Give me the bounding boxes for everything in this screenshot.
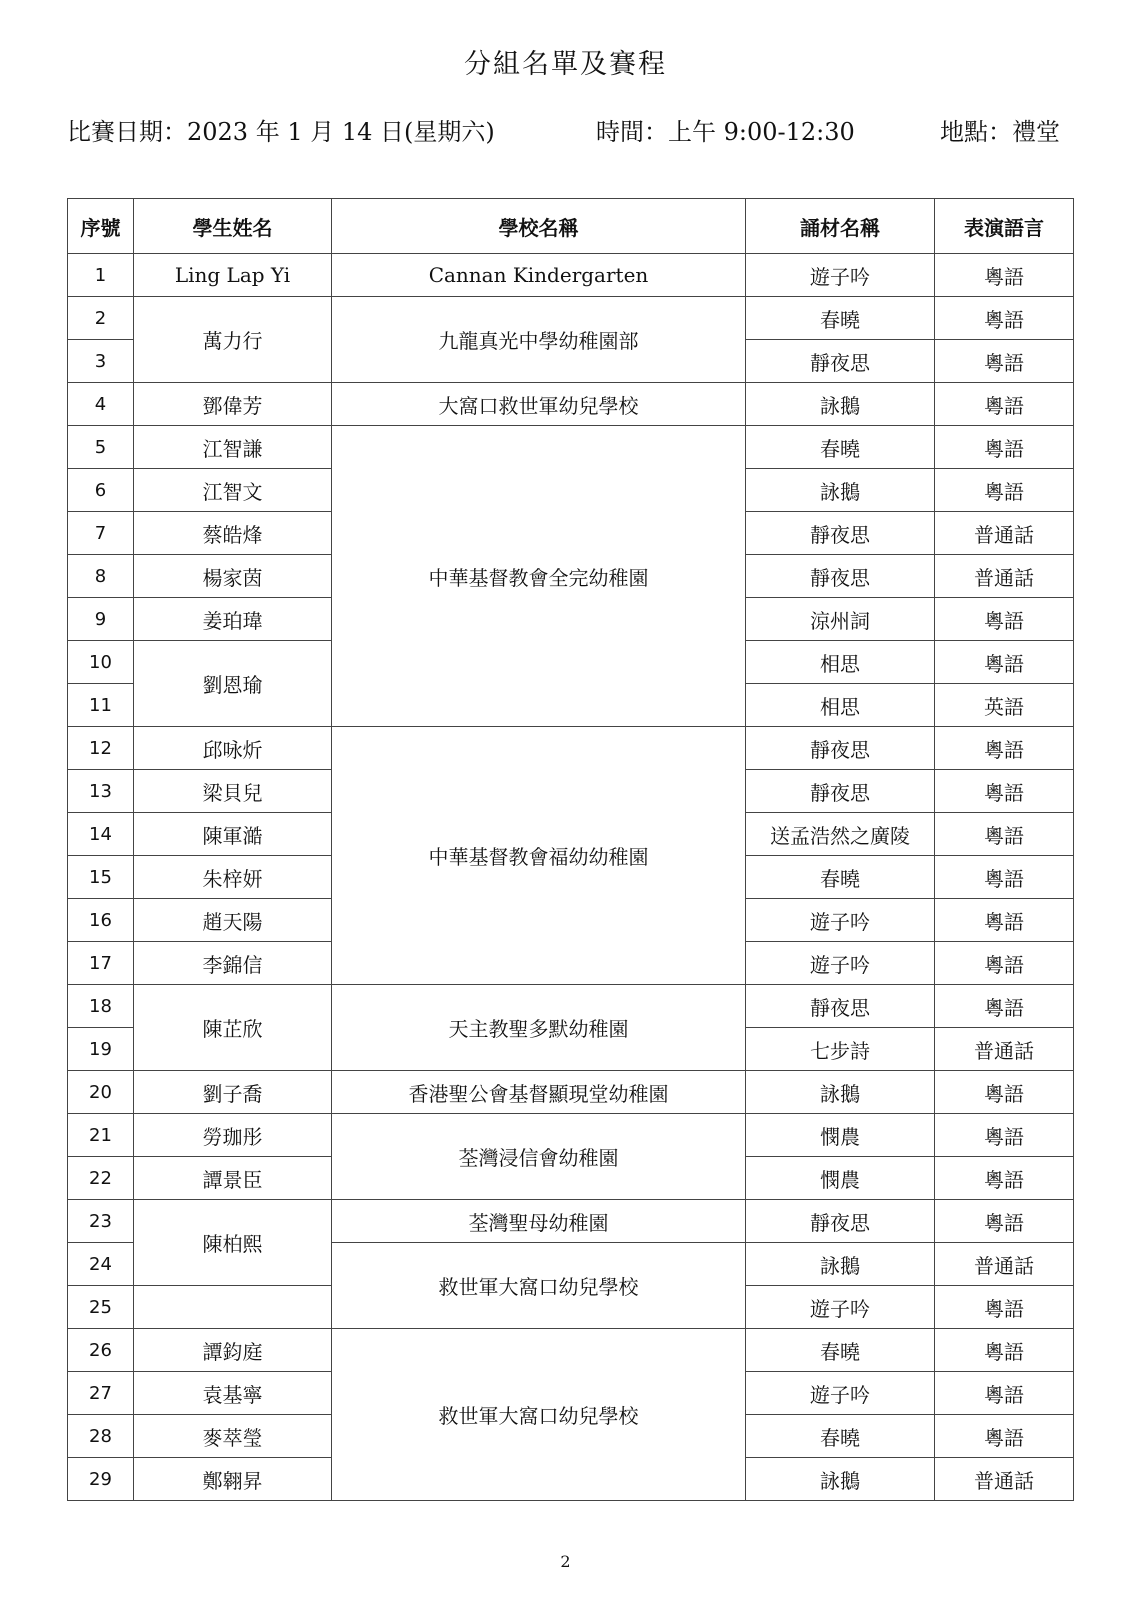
performance-language: 粵語: [935, 1415, 1074, 1458]
row-number: 18: [68, 985, 134, 1028]
student-name: 譚鈞庭: [134, 1329, 332, 1372]
piece-name: 靜夜思: [746, 770, 935, 813]
performance-language: 粵語: [935, 1114, 1074, 1157]
piece-name: 靜夜思: [746, 512, 935, 555]
piece-name: 靜夜思: [746, 985, 935, 1028]
piece-name: 送孟浩然之廣陵: [746, 813, 935, 856]
school-name: 荃灣聖母幼稚園: [332, 1200, 746, 1243]
piece-name: 遊子吟: [746, 942, 935, 985]
student-name: 朱梓妍: [134, 856, 332, 899]
performance-language: 粵語: [935, 598, 1074, 641]
table-row: [68, 383, 1074, 426]
school-name: 救世軍大窩口幼兒學校: [332, 1243, 746, 1329]
row-number: 19: [68, 1028, 134, 1071]
row-number: 11: [68, 684, 134, 727]
student-name: 劉子喬: [134, 1071, 332, 1114]
performance-language: 粵語: [935, 641, 1074, 684]
schedule-table: [67, 198, 1074, 1501]
row-number: 17: [68, 942, 134, 985]
school-name: 中華基督教會福幼幼稚園: [332, 727, 746, 985]
student-name: 勞珈彤: [134, 1114, 332, 1157]
performance-language: 粵語: [935, 899, 1074, 942]
school-name: 天主教聖多默幼稚園: [332, 985, 746, 1071]
piece-name: 靜夜思: [746, 1200, 935, 1243]
row-number: 23: [68, 1200, 134, 1243]
row-number: 13: [68, 770, 134, 813]
piece-name: 靜夜思: [746, 340, 935, 383]
row-number: 15: [68, 856, 134, 899]
student-name: 楊家茵: [134, 555, 332, 598]
row-number: 29: [68, 1458, 134, 1501]
performance-language: 普通話: [935, 512, 1074, 555]
school-name: 荃灣浸信會幼稚園: [332, 1114, 746, 1200]
piece-name: 靜夜思: [746, 727, 935, 770]
table-row: [68, 727, 1074, 770]
performance-language: 粵語: [935, 1200, 1074, 1243]
header-piece-name: 誦材名稱: [746, 199, 935, 254]
piece-name: 春曉: [746, 1415, 935, 1458]
table-header-row: [68, 199, 1074, 254]
performance-language: 粵語: [935, 727, 1074, 770]
row-number: 2: [68, 297, 134, 340]
row-number: 24: [68, 1243, 134, 1286]
student-name: 麥萃瑩: [134, 1415, 332, 1458]
row-number: 22: [68, 1157, 134, 1200]
table-row: [68, 426, 1074, 469]
page-number: 2: [560, 1552, 571, 1571]
performance-language: 粵語: [935, 1157, 1074, 1200]
table-row: [68, 1071, 1074, 1114]
student-name: 趙天陽: [134, 899, 332, 942]
piece-name: 詠鵝: [746, 469, 935, 512]
row-number: 21: [68, 1114, 134, 1157]
table-row: [68, 985, 1074, 1028]
row-number: 27: [68, 1372, 134, 1415]
table-row: [68, 297, 1074, 340]
student-name: 萬力行: [134, 297, 332, 383]
performance-language: 粵語: [935, 770, 1074, 813]
header-school-name: 學校名稱: [332, 199, 746, 254]
row-number: 3: [68, 340, 134, 383]
competition-date: 比賽日期：2023 年 1 月 14 日(星期六): [67, 118, 495, 146]
row-number: 8: [68, 555, 134, 598]
row-number: 28: [68, 1415, 134, 1458]
student-name: 江智謙: [134, 426, 332, 469]
performance-language: 粵語: [935, 856, 1074, 899]
performance-language: 粵語: [935, 340, 1074, 383]
student-name: 鄭翱昇: [134, 1458, 332, 1501]
row-number: 9: [68, 598, 134, 641]
performance-language: 普通話: [935, 1458, 1074, 1501]
row-number: 14: [68, 813, 134, 856]
student-name: 陳柏熙: [134, 1200, 332, 1286]
performance-language: 粵語: [935, 985, 1074, 1028]
student-name: 姜珀瑋: [134, 598, 332, 641]
competition-time: 時間：上午 9:00-12:30: [596, 118, 855, 146]
piece-name: 靜夜思: [746, 555, 935, 598]
school-name: 救世軍大窩口幼兒學校: [332, 1329, 746, 1501]
piece-name: 詠鵝: [746, 1458, 935, 1501]
student-name: 鄧偉芳: [134, 383, 332, 426]
student-name: 譚景臣: [134, 1157, 332, 1200]
performance-language: 粵語: [935, 254, 1074, 297]
row-number: 12: [68, 727, 134, 770]
student-name: 劉恩瑜: [134, 641, 332, 727]
performance-language: 普通話: [935, 1243, 1074, 1286]
performance-language: 粵語: [935, 297, 1074, 340]
row-number: 6: [68, 469, 134, 512]
student-name: 蔡皓烽: [134, 512, 332, 555]
table-row: [68, 254, 1074, 297]
piece-name: 詠鵝: [746, 383, 935, 426]
row-number: 25: [68, 1286, 134, 1329]
school-name: Cannan Kindergarten: [332, 254, 746, 297]
row-number: 7: [68, 512, 134, 555]
performance-language: 普通話: [935, 555, 1074, 598]
student-name: 袁基寧: [134, 1372, 332, 1415]
school-name: 九龍真光中學幼稚園部: [332, 297, 746, 383]
header-language: 表演語言: [935, 199, 1074, 254]
table-row: [68, 1200, 1074, 1243]
piece-name: 詠鵝: [746, 1071, 935, 1114]
student-name: Ling Lap Yi: [134, 254, 332, 297]
piece-name: 遊子吟: [746, 1286, 935, 1329]
piece-name: 遊子吟: [746, 899, 935, 942]
row-number: 10: [68, 641, 134, 684]
piece-name: 遊子吟: [746, 1372, 935, 1415]
row-number: 20: [68, 1071, 134, 1114]
row-number: 4: [68, 383, 134, 426]
row-number: 5: [68, 426, 134, 469]
student-name: [134, 1286, 332, 1329]
student-name: 陳芷欣: [134, 985, 332, 1071]
piece-name: 春曉: [746, 1329, 935, 1372]
competition-venue: 地點：禮堂: [940, 118, 1060, 146]
student-name: 陳軍澔: [134, 813, 332, 856]
header-student-name: 學生姓名: [134, 199, 332, 254]
row-number: 1: [68, 254, 134, 297]
performance-language: 粵語: [935, 1286, 1074, 1329]
performance-language: 粵語: [935, 1071, 1074, 1114]
performance-language: 普通話: [935, 1028, 1074, 1071]
piece-name: 春曉: [746, 856, 935, 899]
table-row: [68, 1114, 1074, 1157]
performance-language: 英語: [935, 684, 1074, 727]
school-name: 香港聖公會基督顯現堂幼稚園: [332, 1071, 746, 1114]
piece-name: 遊子吟: [746, 254, 935, 297]
page-title: 分組名單及賽程: [464, 49, 667, 80]
student-name: 李錦信: [134, 942, 332, 985]
table-body: [68, 254, 1074, 1501]
performance-language: 粵語: [935, 1372, 1074, 1415]
school-name: 中華基督教會全完幼稚園: [332, 426, 746, 727]
performance-language: 粵語: [935, 813, 1074, 856]
piece-name: 憫農: [746, 1114, 935, 1157]
performance-language: 粵語: [935, 942, 1074, 985]
student-name: 邱咏炘: [134, 727, 332, 770]
performance-language: 粵語: [935, 426, 1074, 469]
piece-name: 詠鵝: [746, 1243, 935, 1286]
row-number: 16: [68, 899, 134, 942]
piece-name: 相思: [746, 684, 935, 727]
piece-name: 涼州詞: [746, 598, 935, 641]
header-number: 序號: [68, 199, 134, 254]
table-row: [68, 1329, 1074, 1372]
performance-language: 粵語: [935, 1329, 1074, 1372]
piece-name: 春曉: [746, 297, 935, 340]
performance-language: 粵語: [935, 469, 1074, 512]
piece-name: 憫農: [746, 1157, 935, 1200]
student-name: 梁貝兒: [134, 770, 332, 813]
school-name: 大窩口救世軍幼兒學校: [332, 383, 746, 426]
piece-name: 七步詩: [746, 1028, 935, 1071]
piece-name: 相思: [746, 641, 935, 684]
student-name: 江智文: [134, 469, 332, 512]
row-number: 26: [68, 1329, 134, 1372]
piece-name: 春曉: [746, 426, 935, 469]
performance-language: 粵語: [935, 383, 1074, 426]
